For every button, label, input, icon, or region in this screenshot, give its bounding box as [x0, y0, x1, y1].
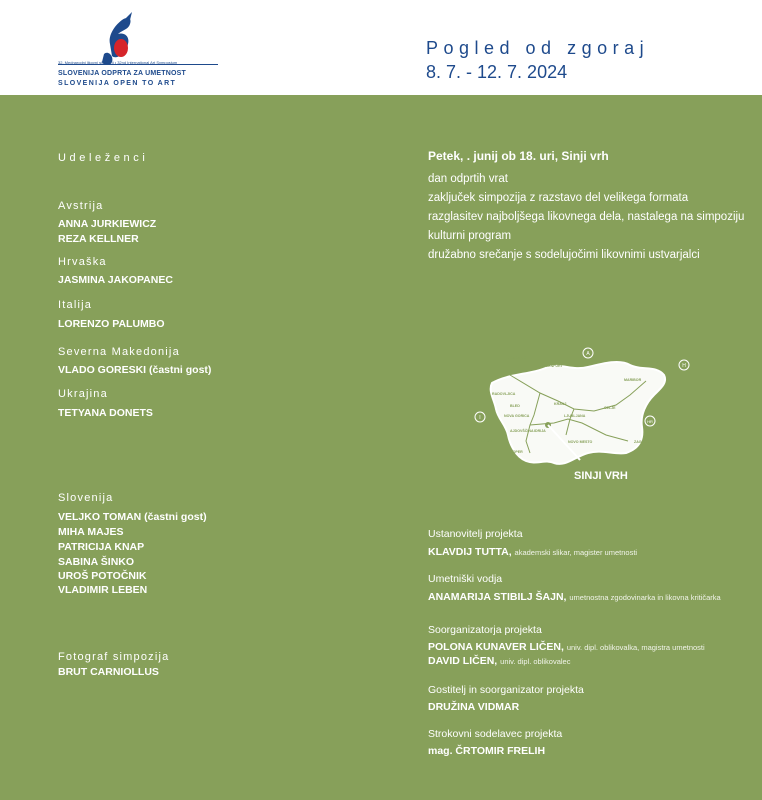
participant-name: ANNA JURKIEWICZ — [58, 218, 157, 230]
credit-person — [428, 546, 637, 558]
map-city: NOVO MESTO — [568, 440, 593, 444]
map-city: ZAGREB — [634, 440, 650, 444]
participant-name: VLADO GORESKI (častni gost) — [58, 364, 212, 376]
map-city: TRIESTE — [480, 439, 496, 443]
participant-name: TETYANA DONETS — [58, 407, 153, 419]
credit-description: univ. dipl. oblikovalka, magistra umetnosti — [566, 643, 705, 652]
map-location-label: SINJI VRH — [574, 470, 628, 482]
header — [0, 0, 762, 95]
map-city: BUDAPEST — [642, 360, 662, 364]
map-city: NOVA GORICA — [504, 414, 530, 418]
participant-name: LORENZO PALUMBO — [58, 318, 165, 330]
country-code: HR — [647, 419, 653, 424]
credit-person — [428, 591, 721, 603]
map-city: AJDOVŠČINA — [510, 429, 534, 433]
country-austria: Avstrija — [58, 200, 104, 212]
country-code: I — [479, 415, 481, 421]
map-city: JESENICE — [508, 356, 526, 360]
credit-description: akademski slikar, magister umetnosti — [514, 548, 638, 557]
event-line: zaključek simpozija z razstavo del velikega formata — [428, 192, 689, 204]
map-city: KRANJ — [554, 402, 567, 406]
participant-name: SABINA ŠINKO — [58, 556, 135, 568]
credit-name: DAVID LIČEN, — [428, 655, 498, 667]
credit-name: POLONA KUNAVER LIČEN, — [428, 641, 564, 653]
date-range: 8. 7. - 12. 7. 2024 — [426, 62, 568, 82]
participant-name: VELJKO TOMAN (častni gost) — [58, 511, 207, 523]
credit-role: Gostitelj in soorganizator projekta — [428, 684, 584, 696]
country-croatia: Hrvaška — [58, 256, 107, 268]
photographer-heading: Fotograf simpozija — [58, 651, 170, 663]
map-city: KOPER — [510, 450, 523, 454]
event-heading: Petek, . junij ob 18. uri, Sinji vrh — [428, 149, 609, 163]
participant-name: REZA KELLNER — [58, 233, 139, 245]
participant-name: UROŠ POTOČNIK — [58, 570, 147, 582]
credit-name: ANAMARIJA STIBILJ ŠAJN, — [428, 591, 567, 603]
credit-description: umetnostna zgodovinarka in likovna kritičarka — [569, 593, 721, 602]
event-line: dan odprtih vrat — [428, 173, 508, 185]
participant-name: PATRICIJA KNAP — [58, 541, 145, 553]
country-slovenia: Slovenija — [58, 492, 114, 504]
slovenia-map — [470, 345, 695, 490]
event-line: kulturni program — [428, 230, 512, 242]
credit-name: DRUŽINA VIDMAR — [428, 701, 520, 713]
country-north-macedonia: Severna Makedonija — [58, 346, 180, 358]
country-ukraine: Ukrajina — [58, 388, 108, 400]
map-city: BLED — [510, 404, 520, 408]
participants-heading: Udeleženci — [58, 152, 149, 164]
map-city: KLAGENFURT — [538, 364, 563, 368]
map-city: CELJE — [604, 406, 616, 410]
credit-person — [428, 641, 705, 653]
credit-role: Umetniški vodja — [428, 573, 503, 585]
country-code: A — [586, 351, 590, 357]
logo-line-english: SLOVENIJA OPEN TO ART — [58, 80, 177, 87]
map-city: RADOVLJICA — [492, 392, 516, 396]
credit-description: univ. dipl. oblikovalec — [500, 657, 571, 666]
participant-name: VLADIMIR LEBEN — [58, 584, 148, 596]
credit-name: mag. ČRTOMIR FRELIH — [428, 745, 546, 757]
map-city: LJUBLJANA — [564, 414, 586, 418]
page-title: Pogled od zgoraj — [426, 38, 650, 58]
map-city: MARIBOR — [624, 378, 642, 382]
event-line: razglasitev najboljšega likovnega dela, nastalega na simpoziju — [428, 211, 745, 223]
participant-name: MIHA MAJES — [58, 526, 124, 538]
credit-person — [428, 655, 570, 667]
map-city: IDRIJA — [534, 429, 546, 433]
photographer-name: BRUT CARNIOLLUS — [58, 666, 159, 678]
logo-line-slovenian: SLOVENIJA ODPRTA ZA UMETNOST — [58, 70, 186, 77]
event-line: družabno srečanje s sodelujočimi likovnimi ustvarjalci — [428, 249, 700, 261]
credit-role: Soorganizatorja projekta — [428, 624, 542, 636]
participant-name: JASMINA JAKOPANEC — [58, 274, 173, 286]
credit-name: KLAVDIJ TUTTA, — [428, 546, 512, 558]
credit-role: Strokovni sodelavec projekta — [428, 728, 563, 740]
country-code: H — [682, 363, 686, 369]
credit-role: Ustanovitelj projekta — [428, 528, 523, 540]
logo-small-text: 32. Mednarodni likovni simpozij • 32nd International Art Symposium — [58, 60, 178, 65]
map-city: GRAZ — [610, 352, 621, 356]
country-italy: Italija — [58, 299, 93, 311]
